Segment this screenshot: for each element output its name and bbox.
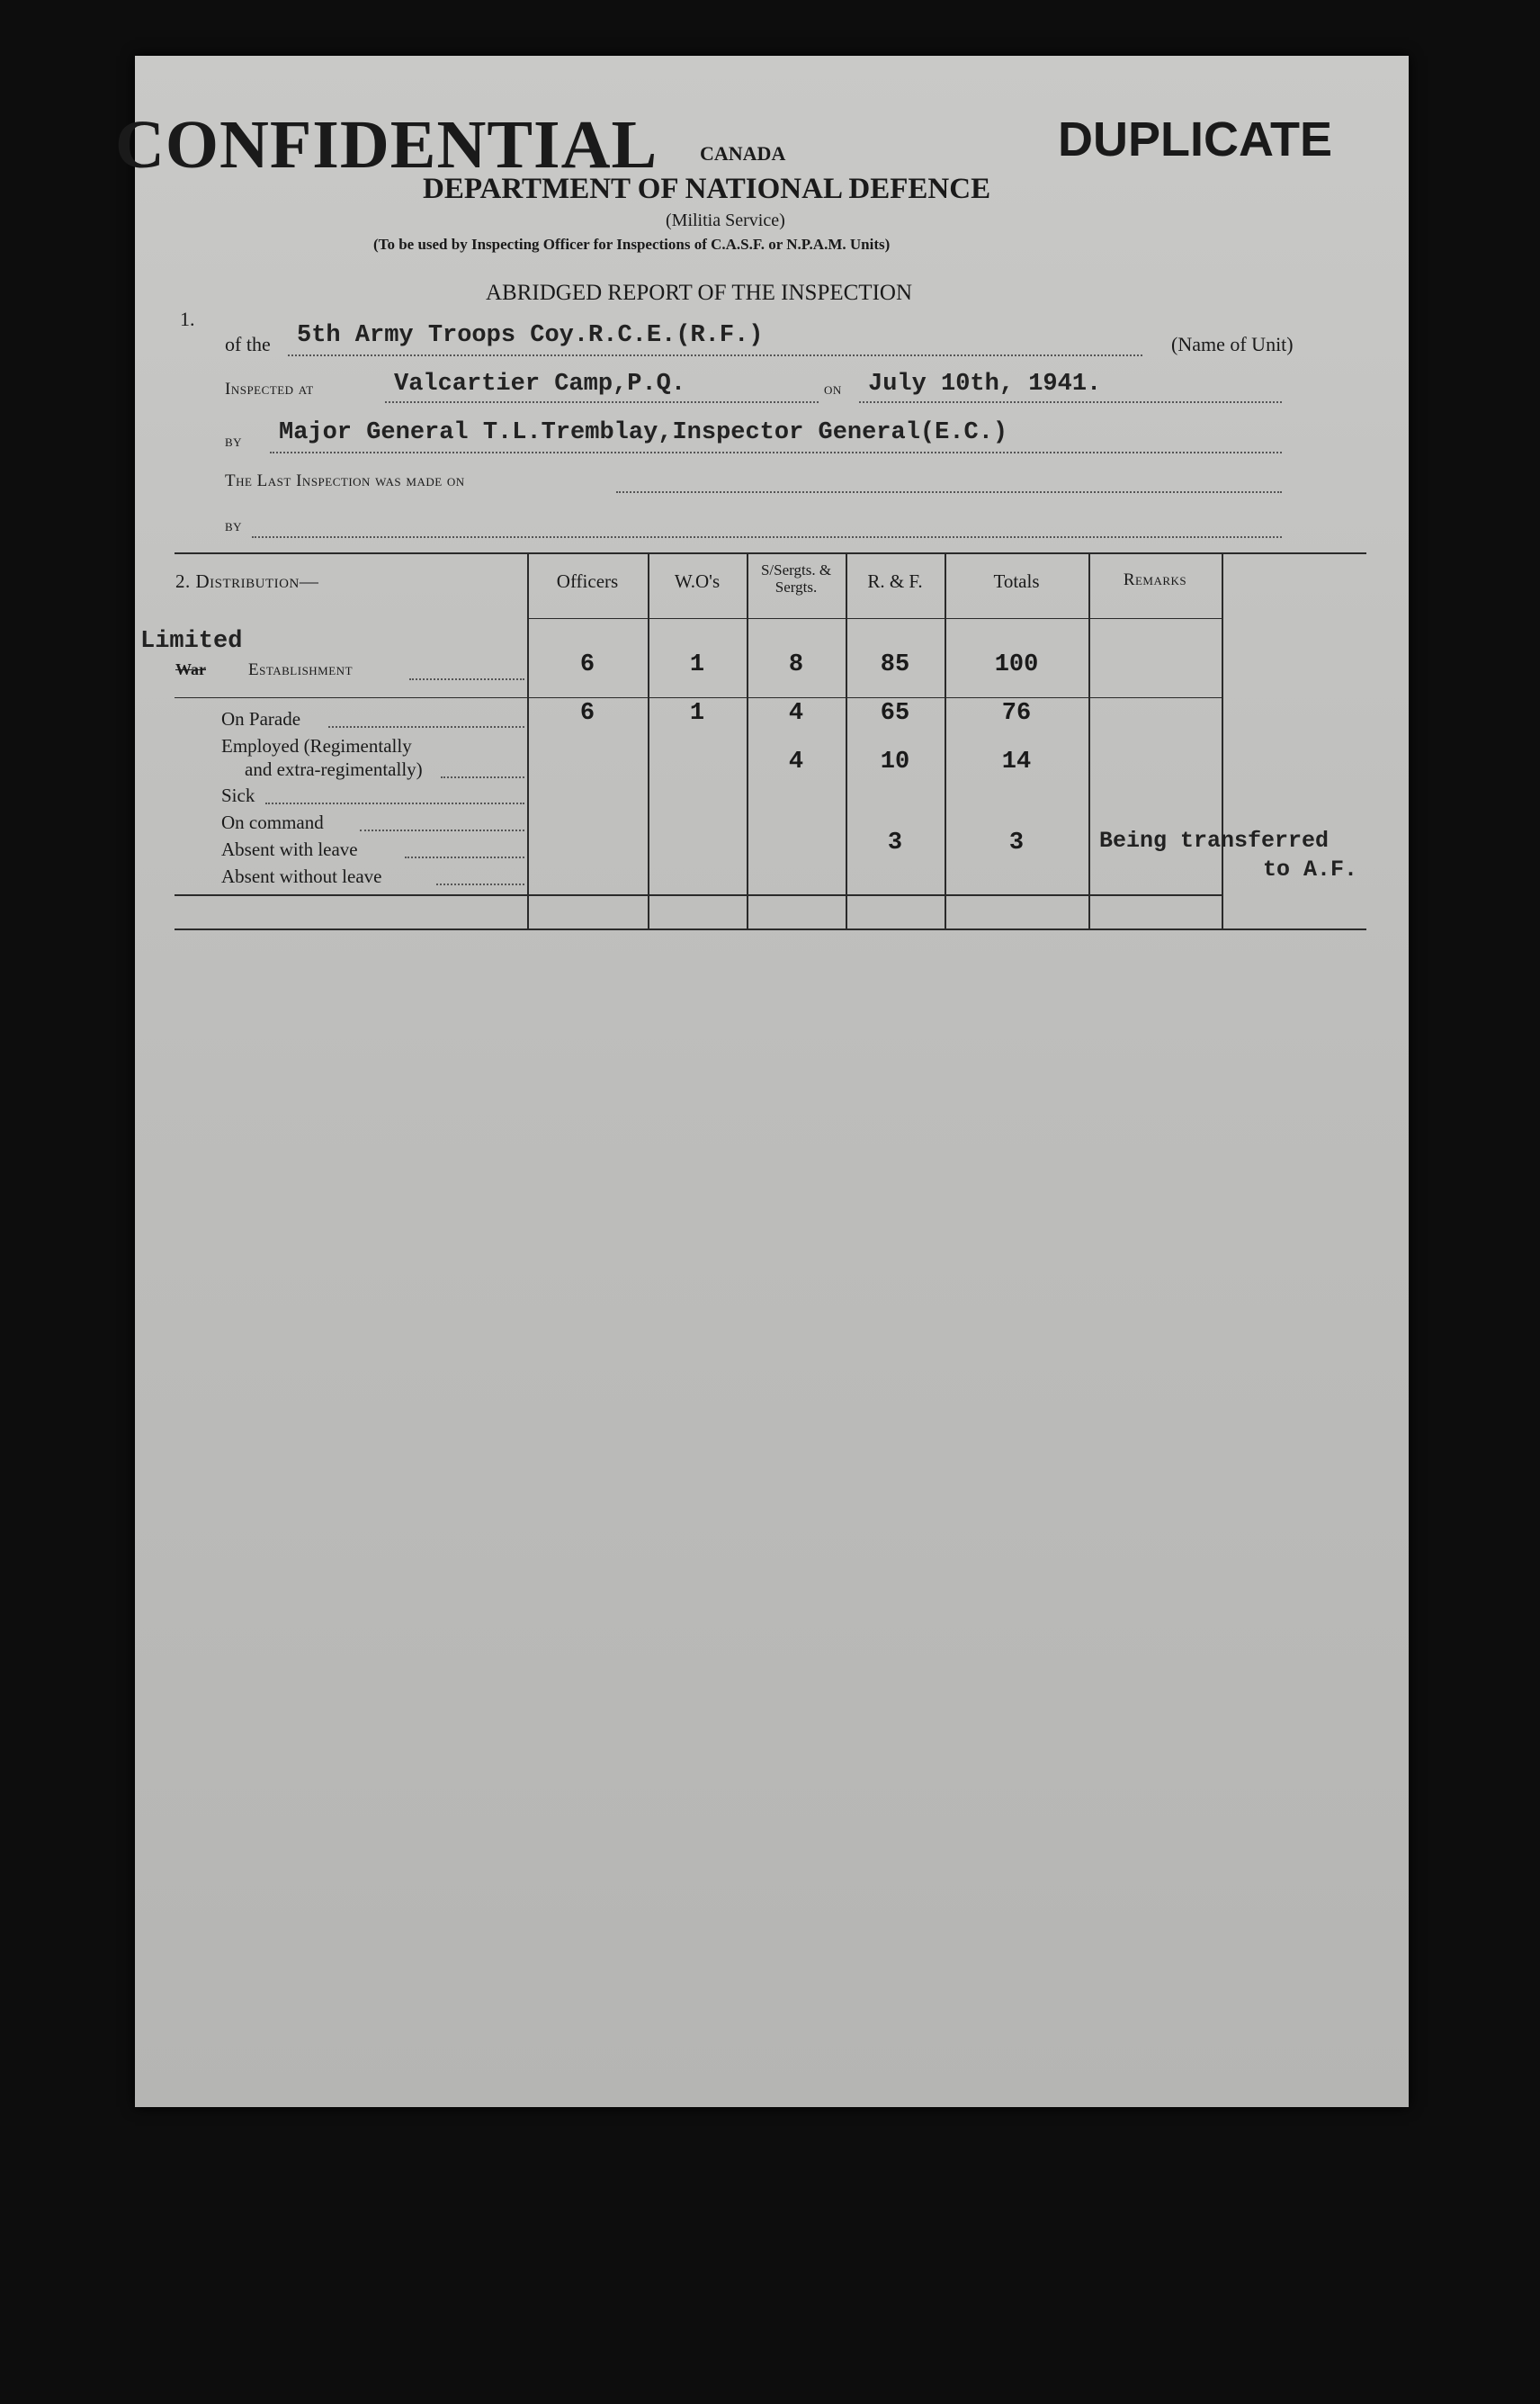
- distribution-title: 2. Distribution—: [175, 570, 319, 592]
- cell-officers: 6: [579, 700, 595, 727]
- document-page: [115, 56, 1409, 2107]
- col-officers: Officers: [556, 570, 619, 592]
- row-label: On command: [221, 812, 324, 833]
- col-sergts: S/Sergts. & Sergts.: [760, 561, 832, 596]
- row-label: Sick: [221, 785, 255, 806]
- cell-sergts: 4: [788, 749, 804, 776]
- cell-officers: 6: [579, 651, 595, 678]
- cell-totals: 76: [1001, 700, 1032, 727]
- canada-label: CANADA: [700, 142, 786, 165]
- cell-remarks: Being transferred: [1099, 828, 1330, 854]
- row-label: On Parade: [221, 708, 301, 730]
- row-label: Absent with leave: [221, 839, 358, 860]
- inspected-at-label: Inspected at: [225, 380, 314, 399]
- section-number: 1.: [180, 308, 195, 330]
- cell-rf: 10: [880, 749, 910, 776]
- last-inspection-label: The Last Inspection was made on: [225, 471, 465, 490]
- confidential-stamp: CONFIDENTIAL: [115, 107, 658, 183]
- cell-wos: 1: [689, 700, 705, 727]
- by-label: by: [225, 432, 243, 451]
- on-label: on: [824, 380, 842, 399]
- col-remarks: Remarks: [1123, 570, 1187, 589]
- cell-rf: 85: [880, 651, 910, 678]
- cell-wos: 1: [689, 651, 705, 678]
- department-title: DEPARTMENT OF NATIONAL DEFENCE: [423, 173, 991, 205]
- report-title: ABRIDGED REPORT OF THE INSPECTION: [486, 281, 912, 305]
- inspection-date: July 10th, 1941.: [868, 371, 1102, 398]
- inspector-name: Major General T.L.Tremblay,Inspector General(E.C.): [279, 419, 1008, 446]
- cell-rf: 3: [887, 830, 903, 857]
- limited-note: Limited: [140, 628, 243, 655]
- row-label: Establishment: [248, 660, 354, 679]
- cell-totals: 14: [1001, 749, 1032, 776]
- last-by-label: by: [225, 516, 243, 535]
- row-label: Absent without leave: [221, 866, 382, 887]
- inspected-at-value: Valcartier Camp,P.Q.: [394, 371, 686, 398]
- struck-word: War: [175, 660, 206, 678]
- col-totals: Totals: [993, 570, 1040, 592]
- col-rf: R. & F.: [867, 570, 923, 592]
- cell-totals: 100: [994, 651, 1039, 678]
- cell-totals: 3: [1008, 830, 1025, 857]
- col-wos: W.O's: [674, 570, 721, 592]
- unit-name: 5th Army Troops Coy.R.C.E.(R.F.): [297, 322, 764, 349]
- cell-rf: 65: [880, 700, 910, 727]
- duplicate-stamp: DUPLICATE: [1058, 112, 1332, 166]
- militia-label: (Militia Service): [666, 211, 785, 230]
- cell-sergts: 4: [788, 700, 804, 727]
- row-label: Employed (Regimentally: [221, 735, 412, 757]
- cell-sergts: 8: [788, 651, 804, 678]
- of-the-label: of the: [225, 333, 271, 355]
- cell-remarks: to A.F.: [1263, 857, 1358, 883]
- row-label-2: and extra-regimentally): [245, 758, 423, 780]
- instruction-text: (To be used by Inspecting Officer for Inspections of C.A.S.F. or N.P.A.M. Units): [373, 236, 891, 253]
- name-of-unit-label: (Name of Unit): [1171, 333, 1294, 355]
